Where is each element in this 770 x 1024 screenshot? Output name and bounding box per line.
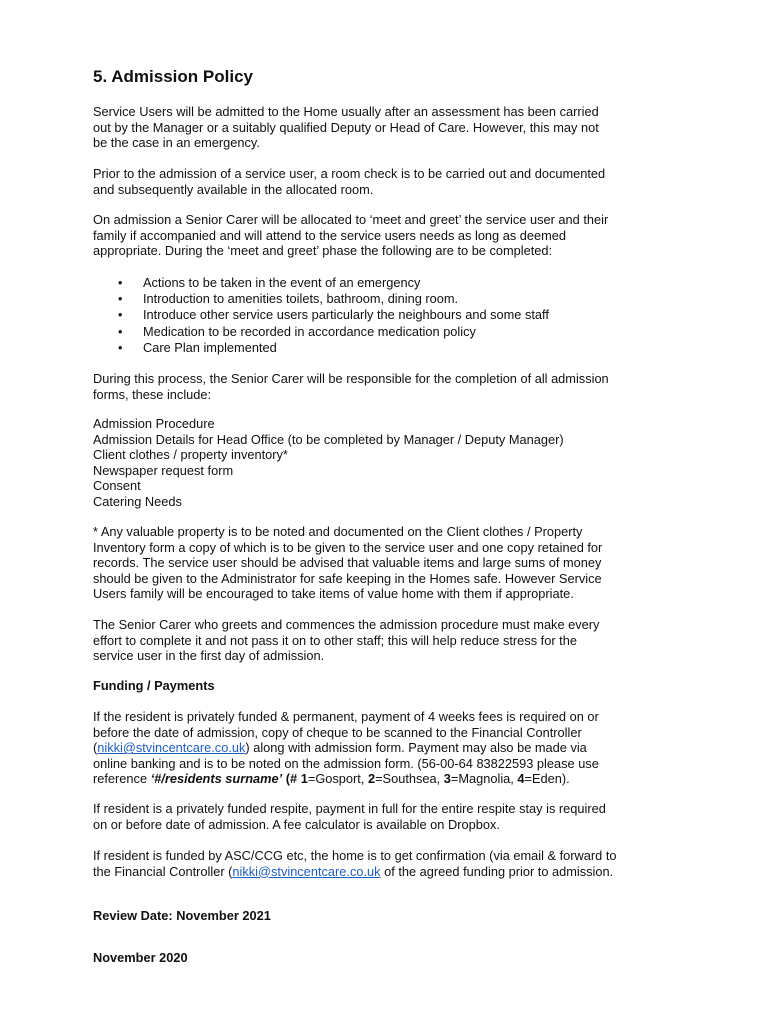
- forms-list: [93, 416, 564, 510]
- list-item: Newspaper request form: [93, 462, 234, 478]
- email-link[interactable]: nikki@stvincentcare.co.uk: [232, 863, 381, 879]
- list-item: Catering Needs: [93, 493, 182, 509]
- section-heading: 5. Admission Policy: [93, 67, 253, 86]
- list-item: Admission Details for Head Office (to be completed by Manager / Deputy Manager): [93, 431, 564, 447]
- paragraph-respite: If resident is a privately funded respite, payment in full for the entire respite stay is required on or before date of admission. A fee calculator is available on Dropbox.: [93, 801, 606, 832]
- review-date: Review Date: November 2021: [93, 908, 271, 923]
- footer-date: November 2020: [93, 950, 188, 965]
- bullet-icon: •: [118, 307, 123, 323]
- list-item: Client clothes / property inventory*: [93, 447, 288, 463]
- list-item: • Actions to be taken in the event of an emergency: [118, 275, 421, 290]
- paragraph-room-check: Prior to the admission of a service user, a room check is to be carried out and documented and subsequently available in the allocated room.: [93, 166, 606, 197]
- list-item: • Introduce other service users particularly the neighbours and some staff: [118, 307, 549, 323]
- paragraph-senior-carer: The Senior Carer who greets and commences the admission procedure must make every effort to complete it and not pass it on to other staff; this will help reduce stress for the service user in the first day of admission.: [93, 617, 600, 664]
- paragraph-private-funding: If the resident is privately funded & permanent, payment of 4 weeks fees is required on or before the date of admission, copy of cheque to be scanned to the Financial Controller (nikki@stvincentcare.co.uk) along with admission form. Payment may also be made via online banking and is to be noted on the admission form. (56-00-64 83822593 please use reference ‘#/residents surname’ (# 1=Gosport, 2=Southsea, 3=Magnolia, 4=Eden).: [93, 709, 599, 787]
- funding-heading: Funding / Payments: [93, 678, 215, 693]
- bullet-icon: •: [118, 275, 123, 290]
- bullet-icon: •: [118, 291, 123, 307]
- list-item: • Care Plan implemented: [118, 339, 277, 355]
- list-item: Consent: [93, 478, 141, 494]
- email-link[interactable]: nikki@stvincentcare.co.uk: [97, 740, 246, 756]
- paragraph-valuables: * Any valuable property is to be noted and documented on the Client clothes / Property Inventory form a copy of which is to be given to the service user and one copy retained for records. The service user should be advised that valuable items and large sums of money should be given to the Administrator for safe keeping in the Homes safe. However Service Users family will be encouraged to take items of value home with them if appropriate.: [93, 524, 603, 602]
- paragraph-meet-greet: On admission a Senior Carer will be allocated to ‘meet and greet’ the service user and their family if accompanied and will attend to the service users needs as long as deemed appropriate. During the ‘meet and greet’ phase the following are to be completed:: [93, 212, 609, 259]
- list-item: • Medication to be recorded in accordance medication policy: [118, 323, 476, 339]
- paragraph-asc-funding: If resident is funded by ASC/CCG etc, the home is to get confirmation (via email & forward to the Financial Controller (nikki@stvincentcare.co.uk of the agreed funding prior to admission.: [93, 848, 617, 879]
- paragraph-intro: Service Users will be admitted to the Home usually after an assessment has been carried out by the Manager or a suitably qualified Deputy or Head of Care. However, this may not be the case in an emergency.: [93, 104, 599, 151]
- bullet-icon: •: [118, 323, 123, 339]
- list-item: • Introduction to amenities toilets, bathroom, dining room.: [118, 291, 459, 307]
- paragraph-process: During this process, the Senior Carer will be responsible for the completion of all admission forms, these include:: [93, 371, 609, 402]
- list-item: Admission Procedure: [93, 416, 215, 431]
- bullet-icon: •: [118, 339, 123, 355]
- bullet-list: [93, 275, 549, 356]
